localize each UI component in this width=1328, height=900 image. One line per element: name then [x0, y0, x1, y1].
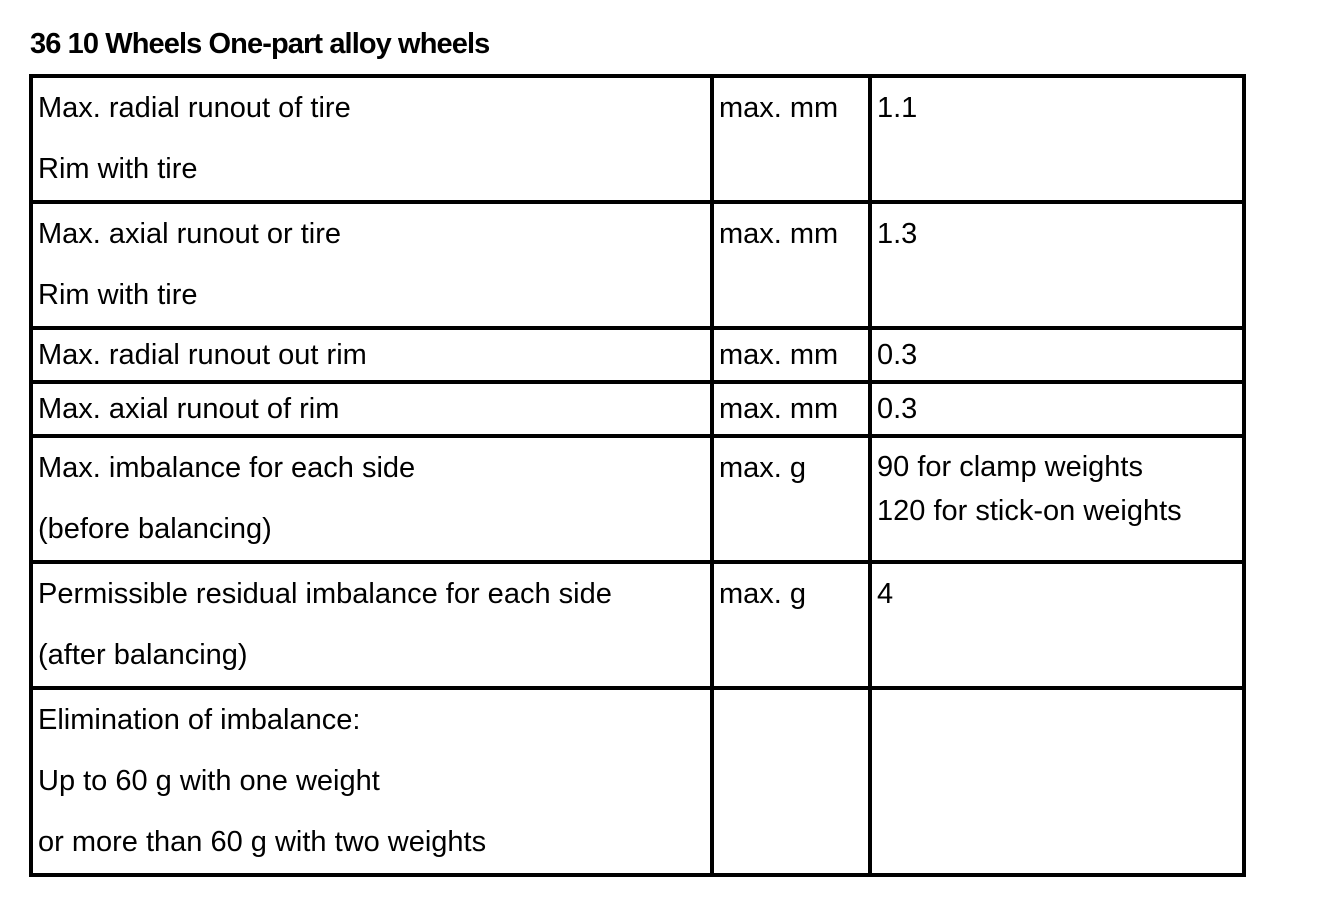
value-cell: [870, 436, 1244, 562]
unit-text: max. g: [719, 452, 807, 484]
value-text: 0.3: [877, 339, 918, 371]
description-cell: [31, 688, 712, 875]
unit-text: max. mm: [719, 339, 839, 371]
description-line: Rim with tire: [38, 153, 198, 185]
unit-text: max. g: [719, 578, 807, 610]
value-text: 120 for stick-on weights: [877, 495, 1182, 527]
table-row: [31, 688, 1244, 875]
description-line: Max. radial runout out rim: [38, 339, 367, 371]
spec-table: [29, 74, 1246, 877]
description-line: Permissible residual imbalance for each side: [38, 578, 612, 610]
value-cell: [870, 562, 1244, 688]
value-text: 1.1: [877, 92, 918, 124]
description-cell: [31, 436, 712, 562]
description-line: or more than 60 g with two weights: [38, 826, 487, 858]
description-line: (after balancing): [38, 639, 248, 671]
unit-cell: [712, 382, 870, 436]
value-cell: [870, 328, 1244, 382]
value-cell: [870, 688, 1244, 875]
table-row: [31, 382, 1244, 436]
table-row: [31, 202, 1244, 328]
unit-cell: [712, 562, 870, 688]
description-cell: [31, 328, 712, 382]
unit-text: max. mm: [719, 218, 839, 250]
page-title: 36 10 Wheels One-part alloy wheels: [30, 28, 490, 60]
table-row: [31, 436, 1244, 562]
unit-cell: [712, 76, 870, 202]
unit-text: max. mm: [719, 393, 839, 425]
description-line: Max. axial runout of rim: [38, 393, 340, 425]
description-cell: [31, 202, 712, 328]
unit-cell: [712, 436, 870, 562]
unit-cell: [712, 328, 870, 382]
table-row: [31, 76, 1244, 202]
value-text: 90 for clamp weights: [877, 451, 1143, 483]
value-cell: [870, 76, 1244, 202]
value-cell: [870, 202, 1244, 328]
table-row: [31, 328, 1244, 382]
description-cell: [31, 562, 712, 688]
description-line: Max. imbalance for each side: [38, 452, 416, 484]
table-row: [31, 562, 1244, 688]
unit-cell: [712, 688, 870, 875]
description-line: Max. axial runout or tire: [38, 218, 342, 250]
description-line: Elimination of imbalance:: [38, 704, 361, 736]
description-cell: [31, 76, 712, 202]
value-text: 4: [877, 578, 894, 610]
description-cell: [31, 382, 712, 436]
value-text: 1.3: [877, 218, 918, 250]
unit-text: max. mm: [719, 92, 839, 124]
value-text: 0.3: [877, 393, 918, 425]
value-cell: [870, 382, 1244, 436]
description-line: Max. radial runout of tire: [38, 92, 351, 124]
unit-cell: [712, 202, 870, 328]
description-line: Rim with tire: [38, 279, 198, 311]
description-line: Up to 60 g with one weight: [38, 765, 380, 797]
description-line: (before balancing): [38, 513, 272, 545]
